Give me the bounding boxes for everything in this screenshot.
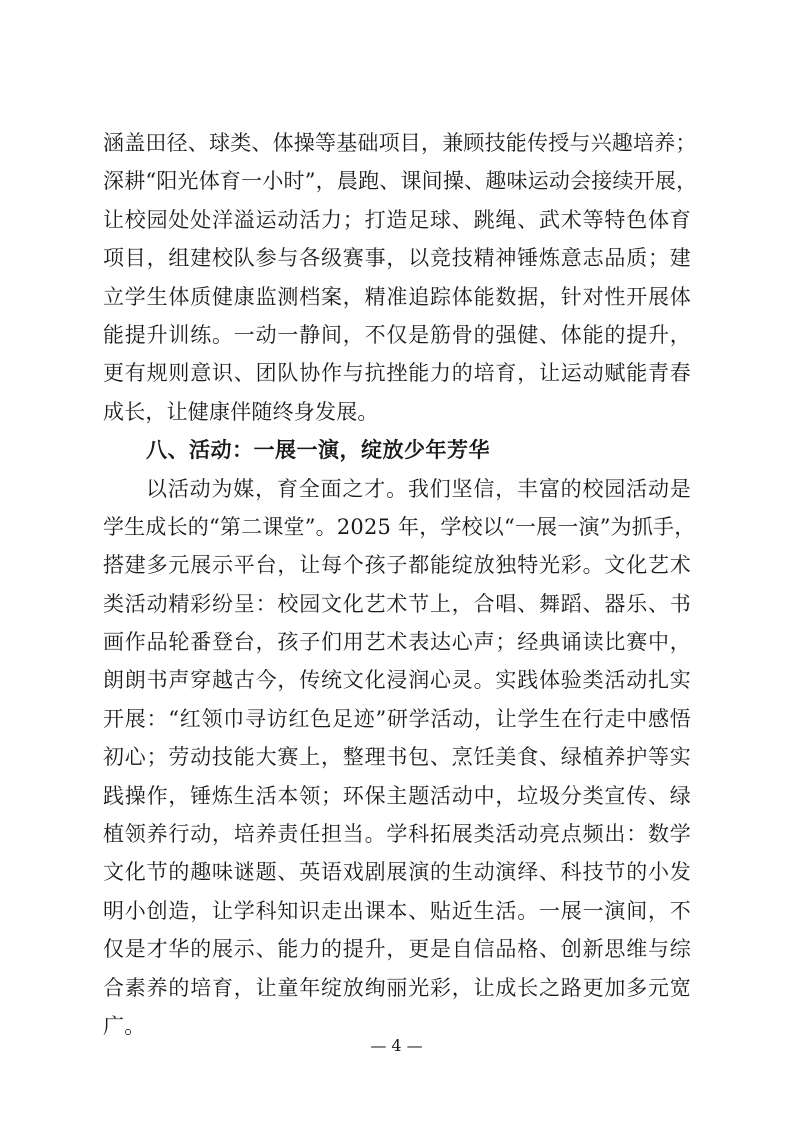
paragraph-line: 搭建多元展示平台，让每个孩子都能绽放独特光彩。文化艺术 [103, 553, 691, 578]
paragraph-line: 开展：“红领巾寻访红色足迹”研学活动，让学生在行走中感悟 [103, 706, 691, 731]
page-number: — 4 — [370, 1036, 423, 1055]
paragraph-line: 文化节的趣味谜题、英语戏剧展演的生动演绎、科技节的小发 [103, 860, 691, 885]
paragraph-line: 类活动精彩纷呈：校园文化艺术节上，合唱、舞蹈、器乐、书 [103, 591, 691, 616]
paragraph-line: 深耕“阳光体育一小时”，晨跑、课间操、趣味运动会接续开展， [103, 169, 698, 194]
paragraph-line: 明小创造，让学科知识走出课本、贴近生活。一展一演间，不 [103, 898, 691, 923]
section-heading: 八、活动：一展一演，绽放少年芳华 [146, 438, 490, 463]
paragraph-line: 广。 [103, 1013, 146, 1038]
paragraph-line: 学生成长的“第二课堂”。2025 年，学校以“一展一演”为抓手， [103, 514, 696, 539]
paragraph-line: 画作品轮番登台，孩子们用艺术表达心声；经典诵读比赛中， [103, 630, 691, 655]
paragraph-line: 让校园处处洋溢运动活力；打造足球、跳绳、武术等特色体育 [103, 207, 691, 232]
paragraph-line: 以活动为媒，育全面之才。我们坚信，丰富的校园活动是 [146, 476, 691, 501]
paragraph-line: 涵盖田径、球类、体操等基础项目，兼顾技能传授与兴趣培养； [103, 131, 697, 155]
paragraph-line: 成长，让健康伴随终身发展。 [103, 399, 379, 424]
paragraph-line: 项目，组建校队参与各级赛事，以竞技精神锤炼意志品质；建 [103, 246, 691, 271]
paragraph-line: 合素养的培育，让童年绽放绚丽光彩，让成长之路更加多元宽 [103, 975, 691, 1000]
paragraph-line: 践操作，锤炼生活本领；环保主题活动中，垃圾分类宣传、绿 [103, 783, 691, 808]
paragraph-line: 仅是才华的展示、能力的提升，更是自信品格、创新思维与综 [103, 937, 691, 962]
paragraph-line: 更有规则意识、团队协作与抗挫能力的培育，让运动赋能青春 [103, 361, 691, 386]
document-body [103, 124, 698, 1045]
paragraph-line: 立学生体质健康监测档案，精准追踪体能数据，针对性开展体 [103, 284, 691, 309]
paragraph-line: 植领养行动，培养责任担当。学科拓展类活动亮点频出：数学 [103, 822, 691, 847]
paragraph-line: 初心；劳动技能大赛上，整理书包、烹饪美食、绿植养护等实 [103, 745, 691, 770]
paragraph-line: 朗朗书声穿越古今，传统文化浸润心灵。实践体验类活动扎实 [103, 668, 691, 693]
paragraph-line: 能提升训练。一动一静间，不仅是筋骨的强健、体能的提升， [103, 322, 691, 347]
